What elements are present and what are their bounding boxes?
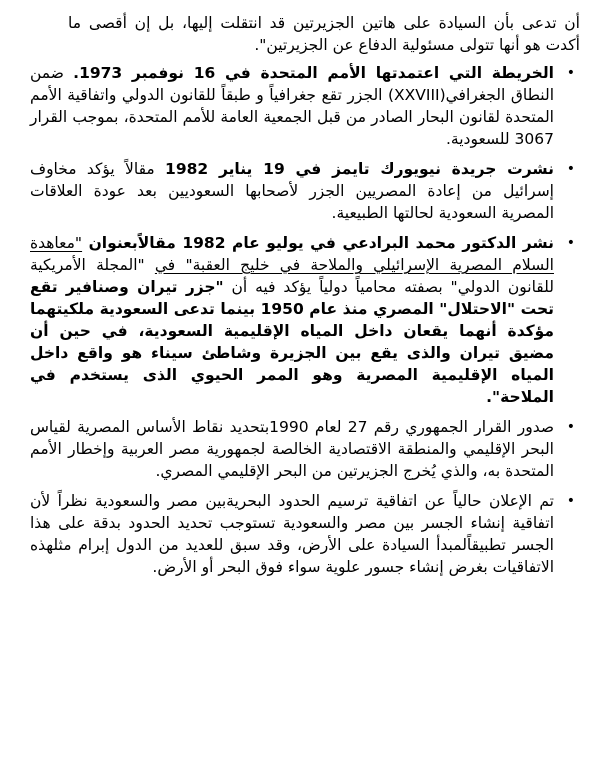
text-segment: نشر الدكتور محمد البرادعي في يوليو عام 1982 مقالاًبعنوان	[82, 234, 554, 252]
bullet-item	[30, 158, 580, 224]
text-segment: الخريطة التي اعتمدتها الأمم المتحدة في 16 نوفمبر 1973.	[73, 64, 554, 82]
intro-paragraph: أن تدعى بأن السيادة على هاتين الجزيرتين قد انتقلت إليها، بل إن أقصى ما أكدت هو أنها تتولى مسئولية الدفاع عن الجزيرتين".	[68, 14, 580, 54]
bullet-item	[30, 490, 580, 578]
text-segment: "المجلة الأمريكية للقانون الدولي" بصفته محامياً دولياً يؤكد فيه أن	[30, 256, 554, 296]
bullet-list	[30, 62, 580, 578]
bullet-item	[30, 416, 580, 482]
text-segment: ضمن النطاق الجغرافي(XXVIII) الجزر تقع جغرافياً و طبقاً للقانون الدولي واتفاقية الأمم المتحدة لقانون البحار الصادر من قبل الجمعية العامة للأمم المتحدة، بموجب القرار 3067 للسعودية.	[30, 64, 555, 148]
text-segment: "معاهدة السلام المصرية الإسرائيلي والملاحة في خليج العقبة" في	[30, 234, 554, 274]
text-segment: تم الإعلان حالياً عن اتفاقية ترسيم الحدود البحريةبين مصر والسعودية نظراً لأن اتفاقية إنشاء الجسر بين مصر والسعودية تستوجب تحديد الحدود بدقة على هذا الجسر تطبيقاًلمبدأ السيادة على الأرض، وقد سبق للعديد من الدول إبرام مثلهذه الاتفاقيات بغرض إنشاء جسور علوية سواء فوق البحر أو الأرض.	[30, 492, 554, 576]
text-segment: صدور القرار الجمهوري رقم 27 لعام 1990بتحديد نقاط الأساس المصرية لقياس البحر الإقليمي والمنطقة الاقتصادية الخالصة لجمهورية مصر العربية وإخطار الأمم المتحدة به، والذي يُخرج الجزيرتين من البحر الإقليمي المصري.	[30, 418, 554, 480]
bullet-marker-icon: •	[566, 161, 575, 177]
bullet-marker-icon: •	[566, 493, 575, 509]
text-segment: "جزر تيران وصنافير تقع تحت "الاحتلال" المصري منذ عام 1950 بينما تدعى السعودية ملكيتهما مؤكدة أنهما يقعان داخل المياه الإقليمية السعودية، في حين أن مضيق تيران والذى يقع بين الجزيرة وشاطئ سيناء هو واقع داخل المياه الإقليمية المصرية وهو الممر الحيوي الذى يستخدم في الملاحة".	[30, 278, 554, 406]
bullet-item	[30, 232, 580, 408]
bullet-marker-icon: •	[566, 419, 575, 435]
text-segment: مقالاً يؤكد مخاوف إسرائيل من إعادة المصريين الجزر لأصحابها السعوديين بعد عودة العلاقات المصرية السعودية لحالتها الطبيعية.	[30, 160, 554, 222]
bullet-marker-icon: •	[566, 235, 575, 251]
bullet-item	[30, 62, 580, 150]
text-segment: نشرت جريدة نيويورك تايمز في 19 يناير 1982	[165, 160, 554, 178]
bullet-marker-icon: •	[566, 65, 575, 81]
